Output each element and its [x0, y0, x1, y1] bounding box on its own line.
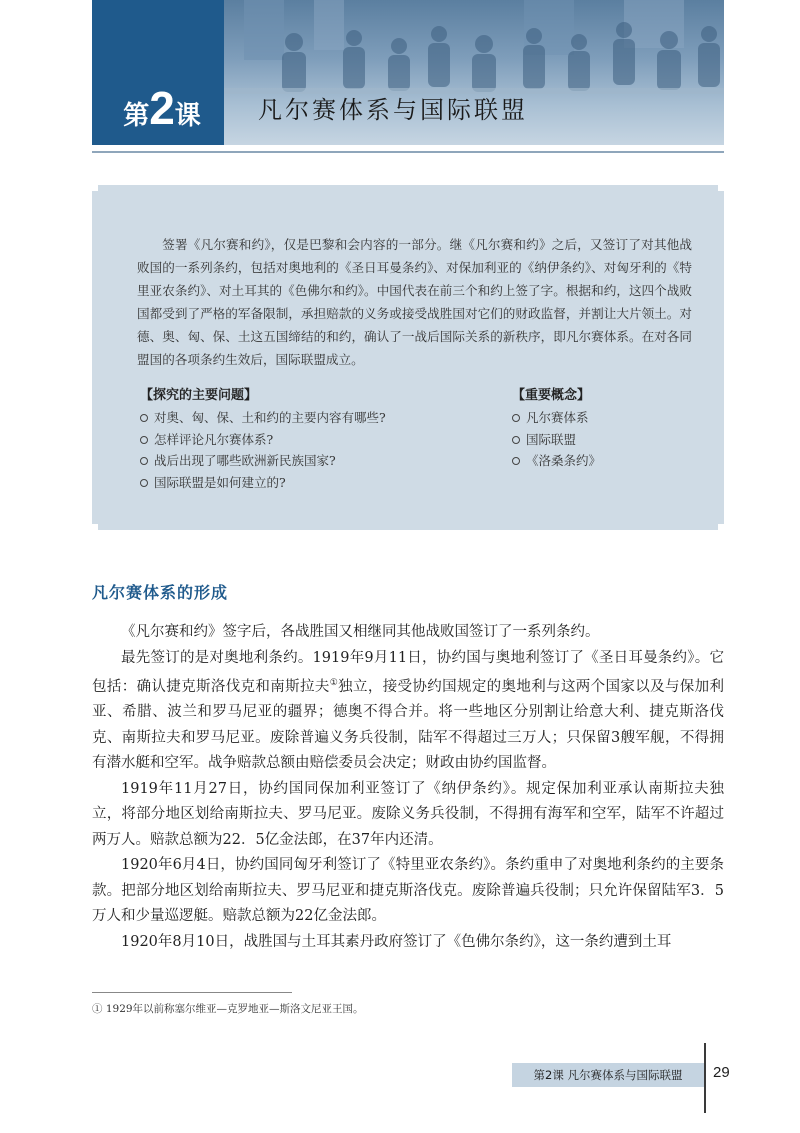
circle-bullet-icon	[140, 436, 148, 444]
corner-mark	[90, 524, 98, 532]
footnote: ① 1929年以前称塞尔维亚—克罗地亚—斯洛文尼亚王国。	[92, 1003, 364, 1015]
footnote-divider	[92, 992, 292, 993]
questions-column	[140, 385, 440, 493]
lesson-number	[116, 82, 208, 137]
body-text-run: 最先签订的是对奥地利条约。1919年9月11日，协约国与奥地利签订了《圣日耳曼条约》。它包括：确认捷克斯洛伐克和南斯拉夫	[92, 649, 724, 695]
lesson-suffix: 课	[174, 100, 201, 130]
concepts-column	[512, 385, 662, 472]
question-text: 怎样评论凡尔赛体系?	[154, 431, 274, 447]
intro-box	[92, 185, 724, 530]
question-item	[140, 407, 440, 429]
lesson-header	[92, 0, 724, 145]
header-divider	[92, 151, 724, 153]
body-paragraph: 《凡尔赛和约》签字后，各战胜国又相继同其他战败国签订了一系列条约。	[121, 624, 600, 640]
body-paragraph: 1920年8月10日，战胜国与土耳其素丹政府签订了《色佛尔条约》，这一条约遭到土耳	[121, 933, 672, 950]
concept-text: 凡尔赛体系	[526, 410, 589, 425]
footnote-marker[interactable]: ①	[329, 678, 339, 688]
concept-item	[512, 407, 662, 429]
concept-text: 《洛桑条约》	[526, 453, 602, 468]
question-item	[140, 450, 440, 472]
circle-bullet-icon	[512, 457, 520, 465]
circle-bullet-icon	[140, 414, 148, 422]
questions-heading: 【探究的主要问题】	[140, 388, 258, 403]
corner-mark	[90, 183, 98, 191]
question-item	[140, 472, 440, 494]
questions-list	[140, 407, 440, 493]
lesson-title: 凡尔赛体系与国际联盟	[258, 96, 528, 124]
lesson-number-digit: 2	[149, 82, 175, 134]
running-footer-title: 第2课 凡尔赛体系与国际联盟	[512, 1063, 704, 1087]
concept-text: 国际联盟	[526, 431, 577, 447]
question-item	[140, 429, 440, 451]
lesson-prefix: 第	[123, 100, 150, 130]
circle-bullet-icon	[512, 414, 520, 422]
intro-paragraph: 签署《凡尔赛和约》，仅是巴黎和会内容的一部分。继《凡尔赛和约》之后，又签订了对其他战败国的一系列条约，包括对奥地利的《圣日耳曼条约》、对保加利亚的《纳伊条约》、对匈牙利的《特里亚农条约》、对土耳其的《色佛尔和约》。中国代表在前三个和约上签了字。根据和约，这四个战败国都受到了严格的军备限制，承担赔款的义务或接受战胜国对它们的财政监督，并割让大片领土。对德、奥、匈、保、土这五国缔结的和约，确认了一战后国际关系的新秩序，即凡尔赛体系。在对各同盟国的各项条约生效后，国际联盟成立。	[137, 237, 692, 367]
circle-bullet-icon	[512, 436, 520, 444]
concept-item	[512, 450, 662, 472]
concepts-heading: 【重要概念】	[512, 388, 591, 403]
lesson-number-box	[92, 0, 224, 145]
body-text	[92, 620, 724, 955]
question-text: 国际联盟是如何建立的?	[154, 474, 286, 490]
concept-item	[512, 429, 662, 451]
circle-bullet-icon	[140, 457, 148, 465]
body-paragraph: 1920年6月4日，协约国同匈牙利签订了《特里亚农条约》。条约重申了对奥地利条约的主要条款。把部分地区划给南斯拉夫、罗马尼亚和捷克斯洛伐克。废除普遍兵役制；只允许保留陆军3．5万人和少量巡逻艇。赔款总额为22亿金法郎。	[92, 857, 724, 925]
page-number: 29	[713, 1064, 730, 1081]
corner-mark	[718, 524, 726, 532]
concepts-list	[512, 407, 662, 472]
circle-bullet-icon	[140, 479, 148, 487]
footer-divider	[704, 1043, 706, 1113]
body-text-run: 独立，接受协约国规定的奥地利与这两个国家以及与保加利亚、希腊、波兰和罗马尼亚的疆界；德奥不得合并。将一些地区分别割让给意大利、捷克斯洛伐克、南斯拉夫和罗马尼亚。废除普遍义务兵役制，陆军不得超过三万人；只保留3艘军舰，不得拥有潜水艇和空军。战争赔款总额由赔偿委员会决定；财政由协约国监督。	[92, 678, 725, 772]
corner-mark	[718, 183, 726, 191]
section-heading: 凡尔赛体系的形成	[92, 583, 229, 602]
body-paragraph: 1919年11月27日，协约国同保加利亚签订了《纳伊条约》。规定保加利亚承认南斯拉夫独立，将部分地区划给南斯拉夫、罗马尼亚。废除义务兵役制，不得拥有海军和空军，陆军不许超过两万人。赔款总额为22．5亿金法郎，在37年内还清。	[92, 780, 724, 848]
question-text: 对奥、匈、保、土和约的主要内容有哪些?	[154, 410, 386, 425]
body-paragraph	[92, 646, 724, 777]
question-text: 战后出现了哪些欧洲新民族国家?	[154, 453, 336, 468]
